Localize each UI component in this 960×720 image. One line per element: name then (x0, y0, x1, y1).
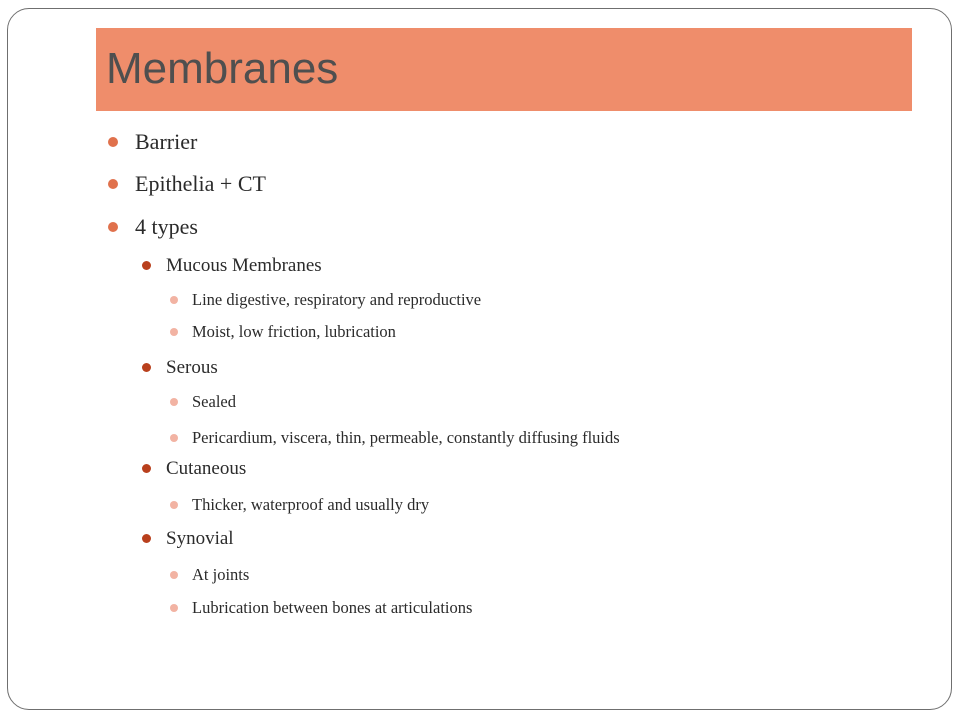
bullet-dot-icon (108, 179, 118, 189)
bullet-text: Moist, low friction, lubrication (192, 322, 396, 341)
bullet-dot-icon (142, 261, 151, 270)
bullet-dot-icon (170, 501, 178, 509)
bullet-dot-icon (170, 296, 178, 304)
bullet-item-line-digestive (192, 289, 481, 311)
bullet-text: Cutaneous (166, 458, 247, 479)
bullet-item-epithelia (135, 170, 266, 198)
bullet-item-4-types (135, 213, 198, 241)
bullet-item-lubrication (192, 597, 472, 619)
bullet-item-thicker (192, 494, 429, 516)
bullet-text: Sealed (192, 392, 236, 411)
bullet-dot-icon (170, 434, 178, 442)
bullet-item-barrier (135, 128, 197, 156)
bullet-item-cutaneous (166, 457, 246, 481)
bullet-item-pericardium (192, 427, 620, 449)
title-bar (96, 28, 912, 111)
bullet-dot-icon (170, 571, 178, 579)
bullet-text: Synovial (166, 528, 234, 549)
bullet-dot-icon (142, 363, 151, 372)
bullet-dot-icon (142, 464, 151, 473)
bullet-item-at-joints (192, 564, 249, 586)
bullet-dot-icon (108, 222, 118, 232)
bullet-dot-icon (170, 398, 178, 406)
bullet-dot-icon (108, 137, 118, 147)
bullet-item-sealed (192, 391, 236, 413)
bullet-item-synovial (166, 527, 234, 551)
bullet-text: At joints (192, 565, 250, 584)
slide-frame (7, 8, 952, 710)
bullet-text: Lubrication between bones at articulations (192, 598, 473, 617)
bullet-text: Barrier (135, 129, 198, 154)
bullet-item-moist (192, 321, 396, 343)
bullet-dot-icon (142, 534, 151, 543)
bullet-item-serous (166, 356, 218, 380)
bullet-text: 4 types (135, 214, 198, 239)
bullet-text: Thicker, waterproof and usually dry (192, 495, 430, 514)
bullet-dot-icon (170, 328, 178, 336)
bullet-text: Pericardium, viscera, thin, permeable, constantly diffusing fluids (192, 428, 620, 447)
bullet-text: Epithelia + CT (135, 171, 266, 196)
bullet-dot-icon (170, 604, 178, 612)
slide-title: Membranes (106, 44, 339, 93)
bullet-item-mucous (166, 254, 322, 278)
bullet-text: Mucous Membranes (166, 255, 322, 276)
bullet-text: Serous (166, 357, 218, 378)
bullet-text: Line digestive, respiratory and reproductive (192, 290, 482, 309)
